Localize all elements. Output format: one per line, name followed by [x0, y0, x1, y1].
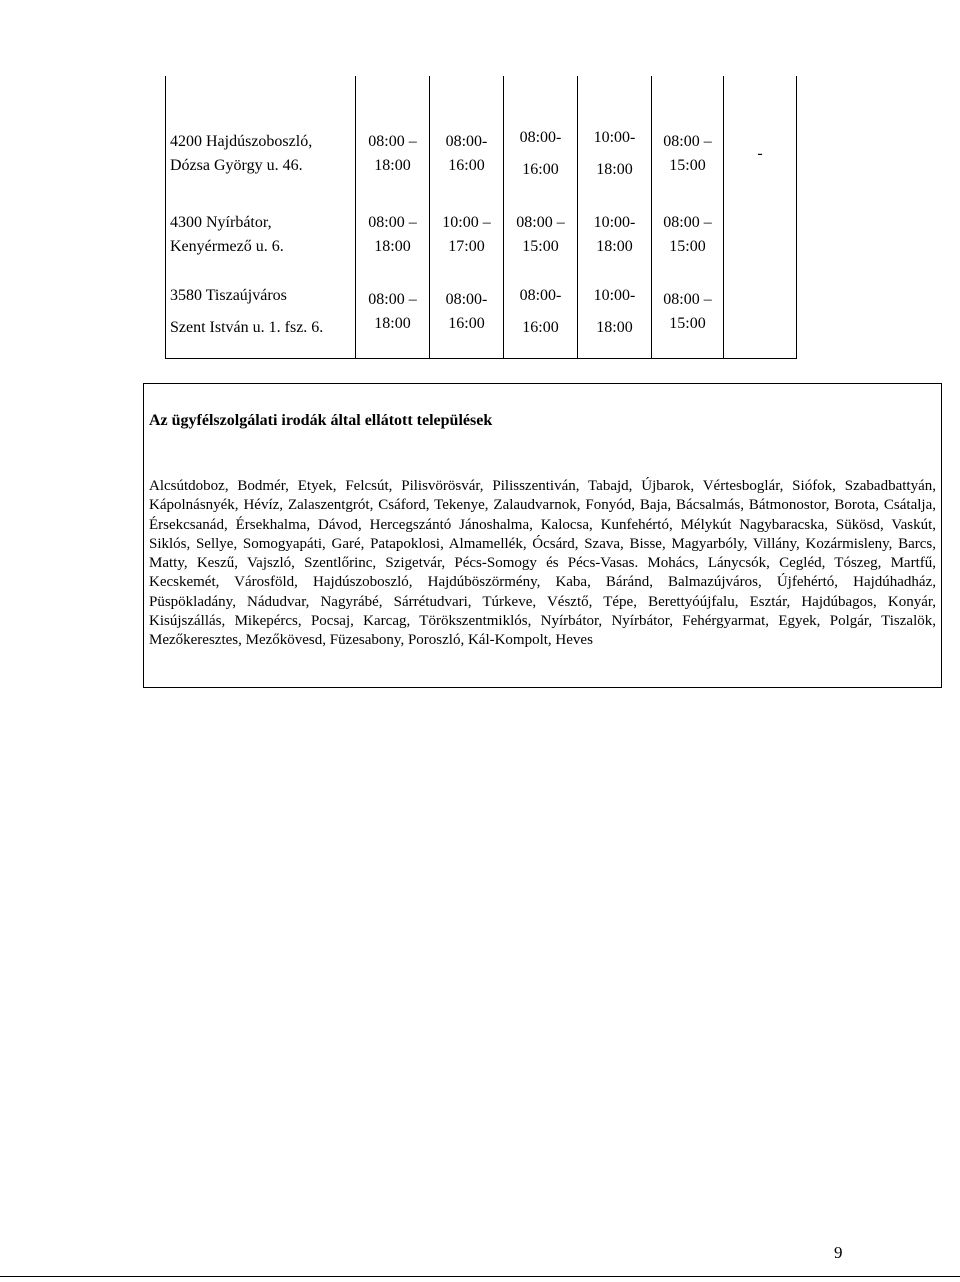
hours-cell: 08:00 – 15:00 [652, 204, 724, 266]
office-hours-table [165, 76, 797, 359]
hours-cell: 08:00 – 15:00 [504, 204, 578, 266]
office-address: 4200 Hajdúszoboszló, Dózsa György u. 46. [166, 104, 356, 204]
hours-cell: 10:00- 18:00 [578, 104, 652, 204]
hours-cell: 08:00 – 15:00 [652, 104, 724, 204]
hours-cell: 08:00- 16:00 [430, 104, 504, 204]
hours-cell: 08:00 – 18:00 [356, 204, 430, 266]
hours-cell: 10:00 – 17:00 [430, 204, 504, 266]
settlements-list: Alcsútdoboz, Bodmér, Etyek, Felcsút, Pilisvörösvár, Pilisszentiván, Tabajd, Újbarok, Vértesboglár, Siófok, Szabadbattyán, Kápolnásnyék, Hévíz, Zalaszentgrót, Csáford, Tekenye, Zalaudvarnok, Fonyód, Baja, Bácsalmás, Bátmonostor, Borota, Csátalja, Érsekcsanád, Érsekhalma, Dávod, Hercegszántó Jánoshalma, Kalocsa, Kunfehértó, Mélykút Nagybaracska, Sükösd, Vaskút, Siklós, Sellye, Somogyapáti, Garé, Patapoklosi, Almamellék, Ócsárd, Szava, Bisse, Magyarbóly, Villány, Kozármisleny, Barcs, Matty, Keszű, Vajszló, Szentlőrinc, Szigetvár, Pécs-Somogy és Pécs-Vasas. Mohács, Lánycsók, Cegléd, Tószeg, Martfű, Kecskemét, Városföld, Hajdúszoboszló, Hajdúböszörmény, Kaba, Báránd, Balmazújváros, Újfehértó, Hajdúhadház, Püspökladány, Nádudvar, Nagyrábé, Sárrétudvari, Túrkeve, Vésztő, Tépe, Berettyóújfalu, Esztár, Hajdúbagos, Konyár, Kisújszállás, Mikepércs, Pocsaj, Karcag, Törökszentmiklós, Nyírbátor, Nyírbátor, Fehérgyarmat, Egyek, Polgár, Tiszalök, Mezőkeresztes, Mezőkövesd, Füzesabony, Poroszló, Kál-Kompolt, Heves [149, 478, 936, 649]
hours-cell: 10:00- 18:00 [578, 266, 652, 359]
table-row [166, 204, 797, 266]
table-row [166, 104, 797, 204]
office-address: 3580 Tiszaújváros Szent István u. 1. fsz. 6. [166, 266, 356, 359]
hours-cell [724, 204, 797, 266]
settlements-box [143, 383, 942, 688]
hours-cell [724, 266, 797, 359]
hours-cell: 10:00- 18:00 [578, 204, 652, 266]
hours-cell: 08:00- 16:00 [504, 104, 578, 204]
office-address: 4300 Nyírbátor, Kenyérmező u. 6. [166, 204, 356, 266]
page-number: 9 [834, 1243, 843, 1262]
hours-cell: 08:00 – 18:00 [356, 266, 430, 359]
hours-cell: 08:00- 16:00 [430, 266, 504, 359]
hours-cell: 08:00 – 15:00 [652, 266, 724, 359]
hours-cell: 08:00- 16:00 [504, 266, 578, 359]
hours-cell: 08:00 – 18:00 [356, 104, 430, 204]
hours-cell: - [724, 104, 797, 204]
table-top-spacer [166, 76, 797, 104]
table-row [166, 266, 797, 359]
settlements-title: Az ügyfélszolgálati irodák által ellátott települések [149, 412, 493, 429]
bottom-divider [0, 1276, 960, 1277]
